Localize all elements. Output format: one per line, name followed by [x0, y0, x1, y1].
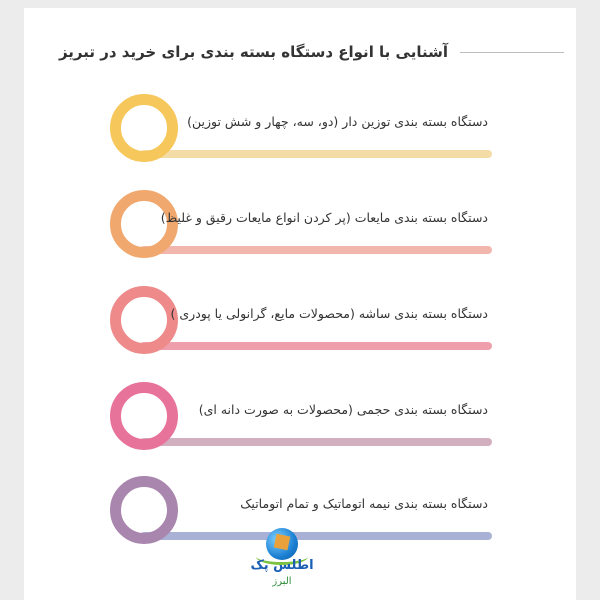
title-row	[24, 38, 576, 68]
page-title: آشنایی با انواع دستگاه بسته بندی برای خرید در تبریز	[58, 43, 448, 61]
item-bar	[140, 150, 492, 158]
item-bar	[140, 246, 492, 254]
ring-icon	[110, 94, 178, 162]
list-item-volumetric	[106, 380, 496, 460]
brand-logo	[244, 528, 320, 592]
item-label: دستگاه بسته بندی ساشه (محصولات مایع، گرانولی یا پودری )	[170, 306, 488, 321]
item-bar	[140, 438, 492, 446]
ring-icon	[110, 476, 178, 544]
list-item-weighing	[106, 92, 496, 172]
ring-icon	[110, 286, 178, 354]
item-label: دستگاه بسته بندی نیمه اتوماتیک و تمام اتوماتیک	[240, 496, 488, 511]
logo-name: اطلس پک	[250, 558, 314, 573]
infographic-card	[24, 8, 576, 600]
item-label: دستگاه بسته بندی توزین دار (دو، سه، چهار و شش توزین)	[187, 114, 488, 129]
item-label: دستگاه بسته بندی مایعات (پر کردن انواع مایعات رقیق و غلیظ)	[160, 210, 488, 225]
item-bar	[140, 342, 492, 350]
title-divider	[460, 52, 564, 53]
ring-icon	[110, 382, 178, 450]
logo-subtitle: البرز	[272, 576, 292, 587]
list-item-liquids	[106, 188, 496, 268]
list-item-sachet	[106, 284, 496, 364]
item-label: دستگاه بسته بندی حجمی (محصولات به صورت دانه ای)	[198, 402, 488, 417]
